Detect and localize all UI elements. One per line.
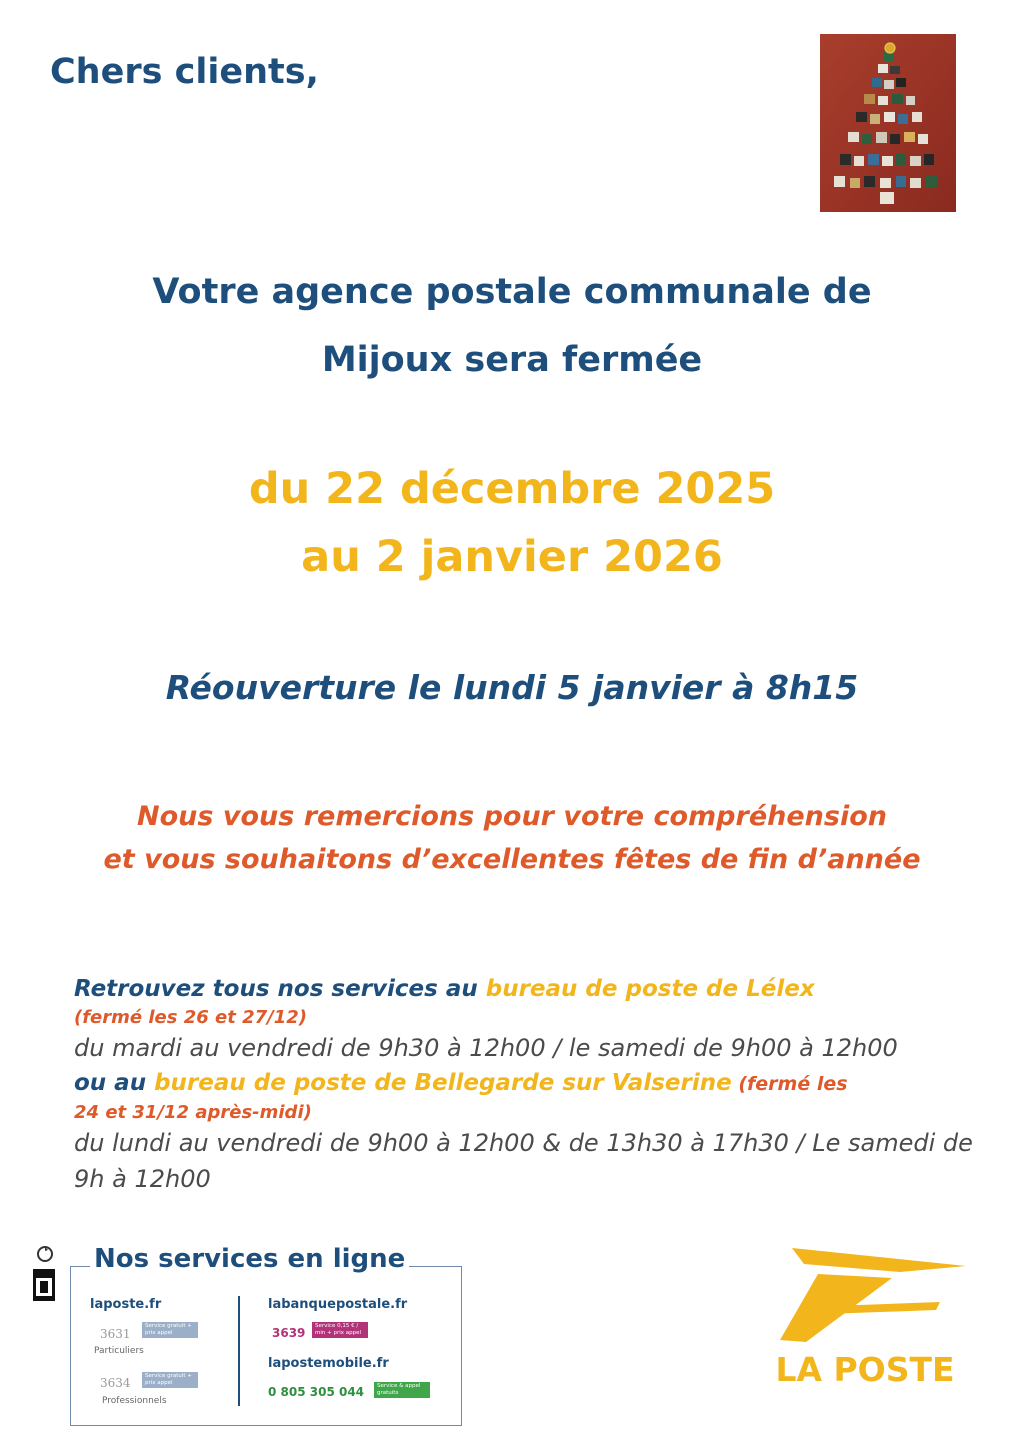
office-bellegarde-hours: du lundi au vendredi de 9h00 à 12h00 & de 13h30 à 17h30 / Le samedi de 9h à 12h00 xyxy=(74,1129,973,1193)
gift-tree-image xyxy=(820,34,956,212)
greeting-heading: Chers clients, xyxy=(50,52,319,92)
thanks-message xyxy=(0,795,1024,881)
label-particuliers: Particuliers xyxy=(94,1346,144,1356)
office-bellegarde-name: bureau de poste de Bellegarde sur Valserine xyxy=(154,1070,732,1096)
closure-dates xyxy=(0,455,1024,591)
phone-mobile: 0 805 305 044 xyxy=(268,1385,365,1399)
la-poste-logo xyxy=(760,1244,970,1344)
side-legal-text xyxy=(44,1015,58,1220)
recycle-icon xyxy=(36,1245,54,1263)
tag-banque: Service 0,15 € / min + prix appel xyxy=(312,1322,368,1338)
tag-mobile: Service & appel gratuits xyxy=(374,1382,430,1398)
phone-professionnels: 3634 xyxy=(100,1376,131,1390)
labanquepostale-link[interactable]: labanquepostale.fr xyxy=(268,1297,408,1312)
office-lelex-name: bureau de poste de Lélex xyxy=(485,976,815,1002)
lapostemobile-link[interactable]: lapostemobile.fr xyxy=(268,1356,389,1371)
laposte-link[interactable]: laposte.fr xyxy=(90,1297,162,1312)
office-bellegarde-note-b: 24 et 31/12 après-midi) xyxy=(74,1102,312,1123)
services-intro: Retrouvez tous nos services au xyxy=(74,976,486,1002)
label-professionnels: Professionnels xyxy=(102,1396,167,1406)
online-services-title: Nos services en ligne xyxy=(90,1244,409,1274)
phone-particuliers: 3631 xyxy=(100,1327,131,1341)
online-divider xyxy=(238,1296,240,1406)
phone-banque: 3639 xyxy=(272,1326,306,1340)
office-bellegarde-note-a: (fermé les xyxy=(731,1073,848,1095)
thanks-line-1: Nous vous remercions pour votre compréhension xyxy=(137,801,887,832)
office-lelex-note: (fermé les 26 et 27/12) xyxy=(74,1007,308,1028)
services-or: ou au xyxy=(74,1070,155,1096)
la-poste-wordmark: LA POSTE xyxy=(775,1350,955,1389)
reopening-notice: Réouverture le lundi 5 janvier à 8h15 xyxy=(165,668,859,707)
dates-line-1: du 22 décembre 2025 xyxy=(248,464,776,514)
announcement-line-2: Mijoux sera fermée xyxy=(321,340,703,380)
alternative-offices xyxy=(74,972,999,1197)
tag-particuliers: Service gratuit + prix appel xyxy=(142,1322,198,1338)
tag-professionnels: Service gratuit + prix appel xyxy=(142,1372,198,1388)
thanks-line-2: et vous souhaitons d’excellentes fêtes de fin d’année xyxy=(103,844,921,875)
closure-announcement xyxy=(0,258,1024,394)
office-lelex-hours: du mardi au vendredi de 9h30 à 12h00 / le samedi de 9h00 à 12h00 xyxy=(74,1034,898,1062)
announcement-line-1: Votre agence postale communale de xyxy=(152,272,872,312)
trash-bin-icon xyxy=(32,1268,56,1302)
dates-line-2: au 2 janvier 2026 xyxy=(301,532,723,582)
